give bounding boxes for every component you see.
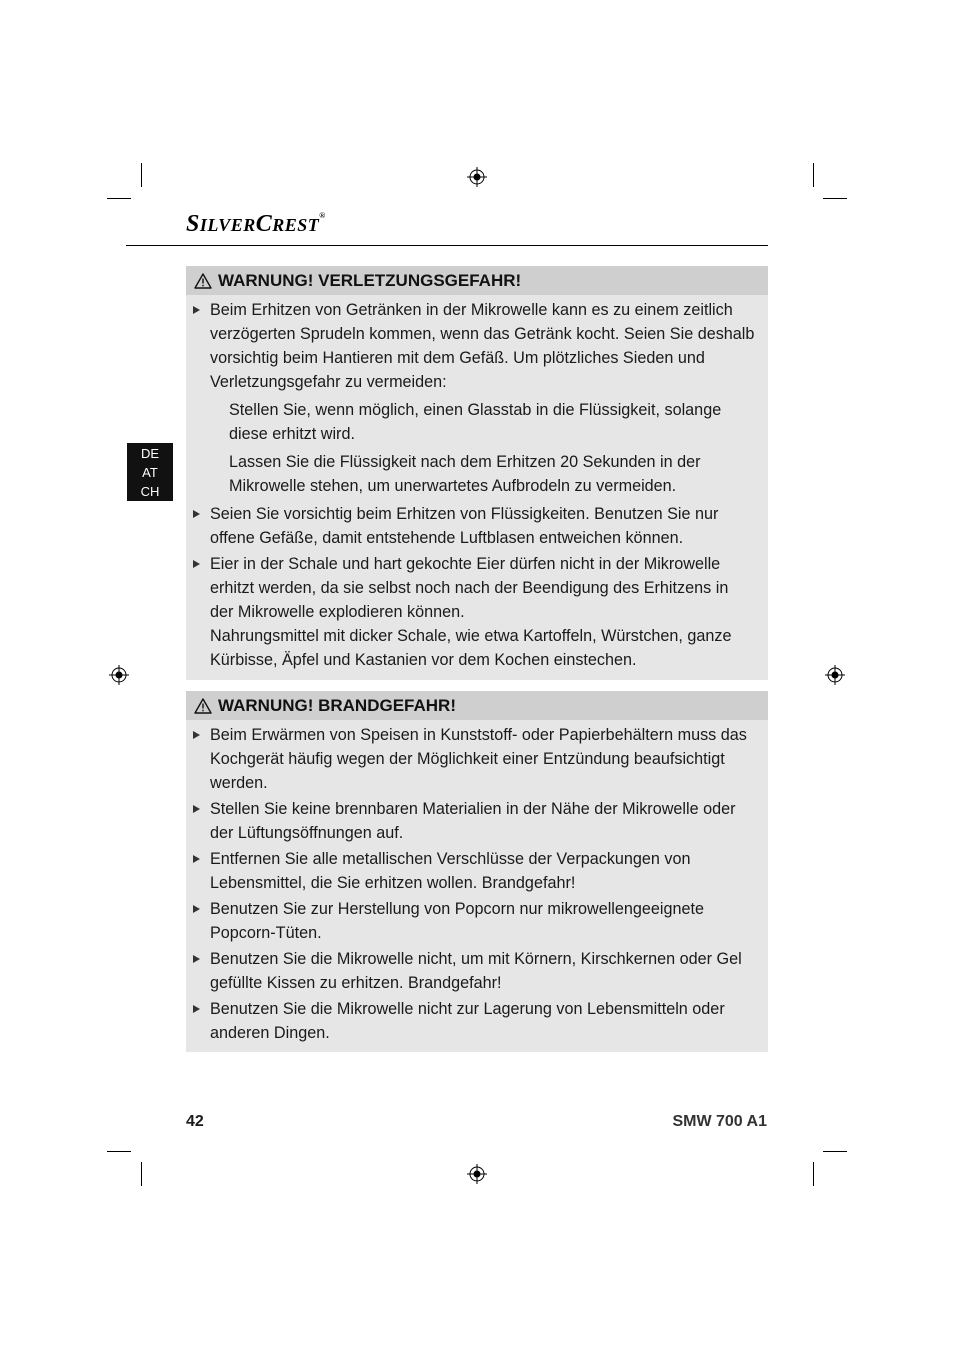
list-item <box>192 298 756 394</box>
crop-mark <box>141 163 142 187</box>
list-item-text: Entfernen Sie alle metallischen Verschlüsse der Verpackungen von Lebensmittel, die Sie erhitzen wollen. Brandgefahr! <box>210 850 691 892</box>
warning-triangle-icon <box>194 273 212 289</box>
sub-item: Stellen Sie, wenn möglich, einen Glasstab in die Flüssigkeit, solange diese erhitzt wird. <box>229 401 722 443</box>
list-item-text: Stellen Sie keine brennbaren Materialien in der Nähe der Mikrowelle oder der Lüftungsöffnungen auf. <box>210 800 736 842</box>
arrow-bullet-icon <box>193 855 200 863</box>
arrow-bullet-icon <box>193 510 200 518</box>
registration-mark-icon <box>467 1164 487 1184</box>
list-item-text: Benutzen Sie die Mikrowelle nicht zur Lagerung von Lebensmitteln oder anderen Dingen. <box>210 1000 725 1042</box>
brand-logo: SILVERCREST® <box>186 211 326 237</box>
list-item <box>192 552 756 624</box>
model-number: SMW 700 A1 <box>672 1113 767 1130</box>
crop-mark <box>823 198 847 199</box>
warning-injury-box <box>186 266 768 680</box>
list-item <box>192 897 756 945</box>
list-item <box>192 997 756 1045</box>
arrow-bullet-icon <box>193 731 200 739</box>
crop-mark <box>813 1162 814 1186</box>
warning-triangle-icon <box>194 698 212 714</box>
sub-item: Lassen Sie die Flüssigkeit nach dem Erhitzen 20 Sekunden in der Mikrowelle stehen, um unerwartetes Aufbrodeln zu vermeiden. <box>229 453 701 495</box>
arrow-bullet-icon <box>193 306 200 314</box>
list-item <box>192 723 756 795</box>
language-tab <box>127 443 173 501</box>
registration-mark-icon <box>825 665 845 685</box>
header-divider <box>126 245 768 246</box>
list-item <box>192 947 756 995</box>
list-item-text: Beim Erhitzen von Getränken in der Mikrowelle kann es zu einem zeitlich verzögerten Sprudeln kommen, wenn das Getränk kocht. Seien Sie deshalb vorsichtig beim Hantieren mit dem Gefäß. Um plötzliches Sieden und Verletzungsgefahr zu vermeiden: <box>210 301 755 391</box>
crop-mark <box>813 163 814 187</box>
warning-heading <box>186 691 768 720</box>
language-code: CH <box>140 484 160 499</box>
arrow-bullet-icon <box>193 560 200 568</box>
list-item-text: Eier in der Schale und hart gekochte Eier dürfen nicht in der Mikrowelle erhitzt werden, da sie selbst noch nach der Beendigung des Erhitzens in der Mikrowelle explodieren können. <box>210 555 729 621</box>
list-item-text: Benutzen Sie die Mikrowelle nicht, um mit Körnern, Kirschkernen oder Gel gefüllte Kissen zu erhitzen. Brandgefahr! <box>210 950 742 992</box>
paragraph: Nahrungsmittel mit dicker Schale, wie etwa Kartoffeln, Würstchen, ganze Kürbisse, Äpfel und Kastanien vor dem Kochen einstechen. <box>210 627 732 669</box>
crop-mark <box>107 198 131 199</box>
warning-title: WARNUNG! BRANDGEFAHR! <box>218 695 456 715</box>
list-item <box>192 847 756 895</box>
warning-heading <box>186 266 768 295</box>
registration-mark-icon <box>467 167 487 187</box>
arrow-bullet-icon <box>193 955 200 963</box>
warning-fire-box <box>186 691 768 1052</box>
arrow-bullet-icon <box>193 905 200 913</box>
arrow-bullet-icon <box>193 1005 200 1013</box>
language-code: DE <box>140 446 160 461</box>
list-item-text: Benutzen Sie zur Herstellung von Popcorn nur mikrowellengeeignete Popcorn-Tüten. <box>210 900 705 942</box>
list-item <box>192 797 756 845</box>
crop-mark <box>141 1162 142 1186</box>
list-item-text: Beim Erwärmen von Speisen in Kunststoff- oder Papierbehältern muss das Kochgerät häufig wegen der Möglichkeit einer Entzündung beaufsichtigt werden. <box>210 726 747 792</box>
registration-mark-icon <box>109 665 129 685</box>
arrow-bullet-icon <box>193 805 200 813</box>
language-code: AT <box>142 465 158 480</box>
crop-mark <box>823 1151 847 1152</box>
warning-title: WARNUNG! VERLETZUNGSGEFAHR! <box>218 270 522 290</box>
list-item-text: Seien Sie vorsichtig beim Erhitzen von Flüssigkeiten. Benutzen Sie nur offene Gefäße, damit entstehende Luftblasen entweichen können. <box>210 505 719 547</box>
crop-mark <box>107 1151 131 1152</box>
list-item <box>192 502 756 550</box>
page-number: 42 <box>186 1113 204 1130</box>
